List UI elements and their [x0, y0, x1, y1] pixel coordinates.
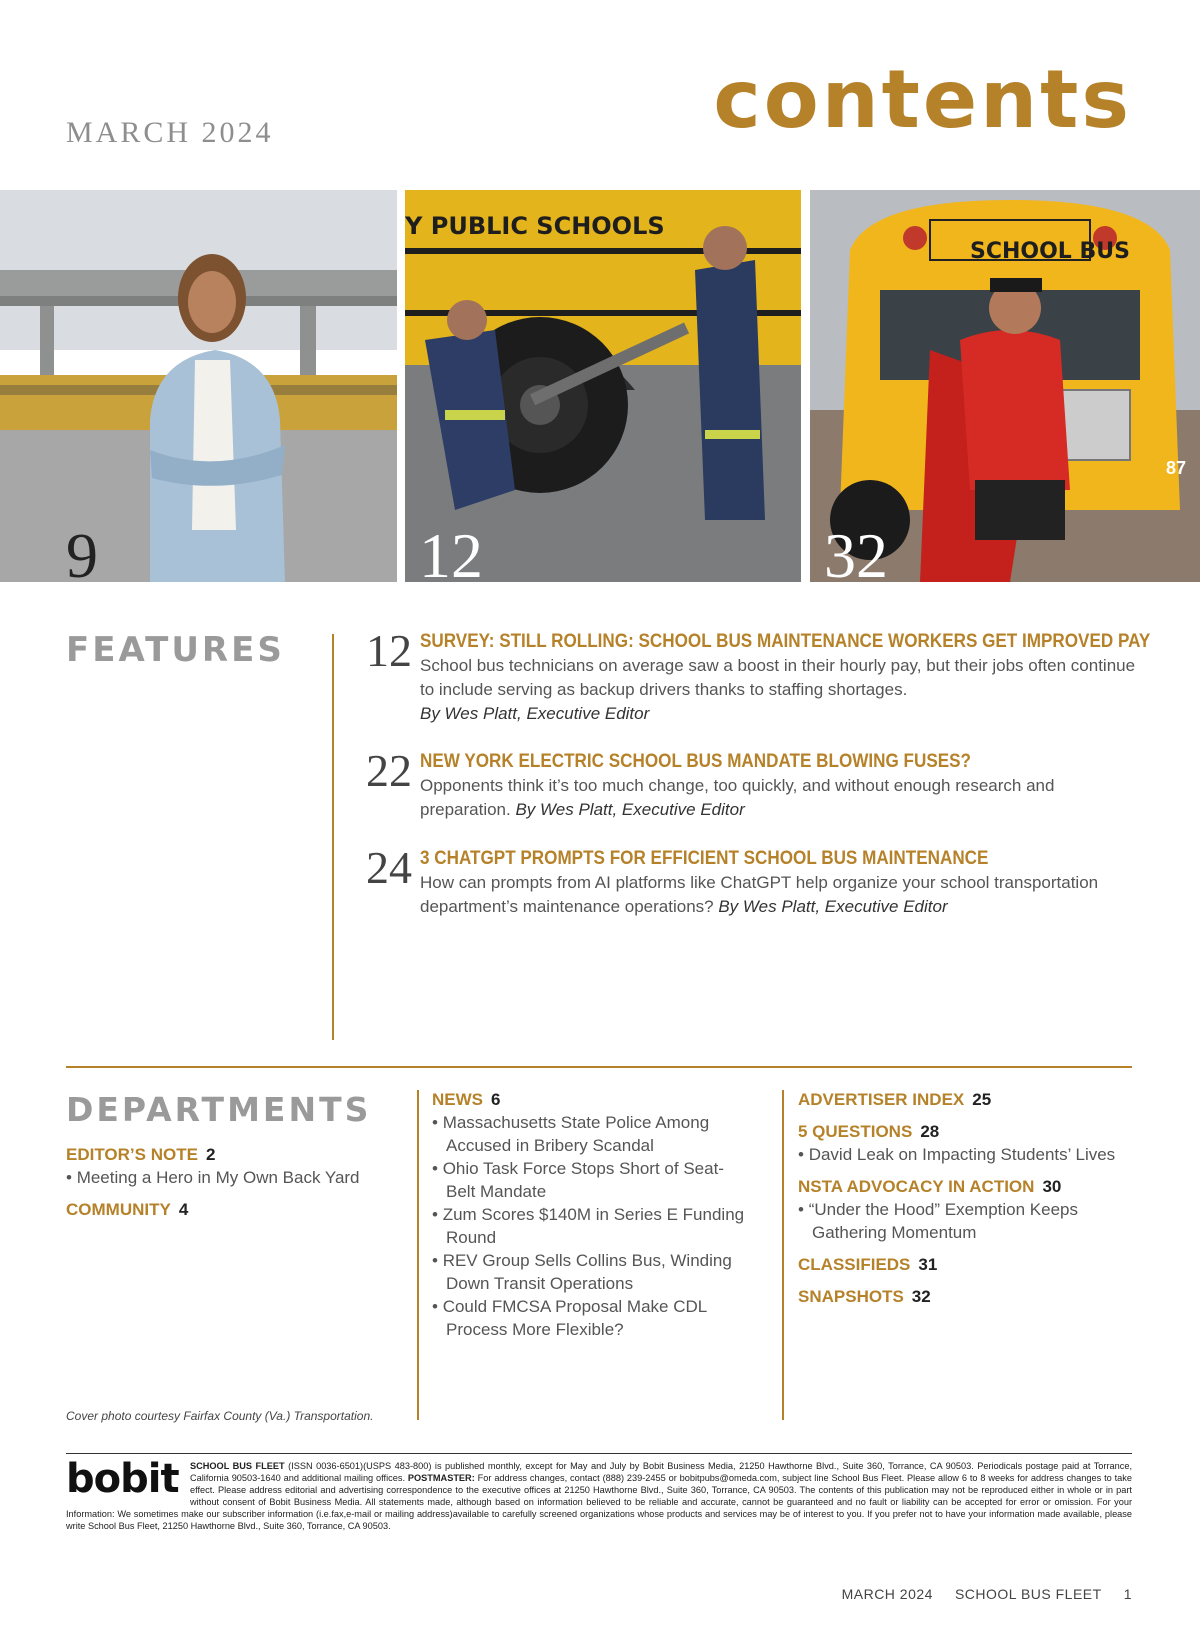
feature-item[interactable]: [350, 842, 1140, 919]
feature-description: Opponents think it’s too much change, too quickly, and without enough research and preparation.: [420, 776, 1055, 819]
legal-text: (ISSN 0036-6501)(USPS 483-800) is published monthly, except for May and July by Bobit Business Media, 21250 Hawthorne Blvd., Suite 360, Torrance, CA 90503. Periodicals postage paid at Torrance, California 90503-1640 and additional mailing offices.: [190, 1461, 1132, 1483]
feature-page-number: 12: [366, 625, 412, 676]
bus-sign-text: SCHOOL BUS: [970, 239, 1130, 264]
feature-photo-mechanics[interactable]: [405, 190, 801, 582]
photo-page-number: 9: [66, 520, 98, 582]
feature-item[interactable]: [350, 625, 1151, 726]
photo-page-number: 32: [824, 520, 888, 582]
department-title[interactable]: ADVERTISER INDEX: [798, 1090, 965, 1109]
departments-column-3: [798, 1088, 1138, 1317]
department-item[interactable]: [66, 1198, 406, 1221]
department-item[interactable]: [798, 1088, 1138, 1111]
feature-title[interactable]: NEW YORK ELECTRIC SCHOOL BUS MANDATE BLOWING FUSES?: [420, 751, 972, 772]
footer-page-number: 1: [1123, 1586, 1132, 1602]
feature-page-number: 22: [366, 745, 412, 796]
footer-rule: [66, 1453, 1132, 1454]
department-title[interactable]: NSTA ADVOCACY IN ACTION: [798, 1177, 1035, 1196]
department-bullet: • Massachusetts State Police Among Accused in Bribery Scandal: [432, 1113, 710, 1155]
department-item[interactable]: [798, 1253, 1138, 1276]
bus-sign-text: Y PUBLIC SCHOOLS: [405, 212, 665, 240]
features-divider: [332, 634, 334, 1040]
feature-item[interactable]: [350, 745, 1140, 822]
department-item[interactable]: [432, 1088, 752, 1341]
bobit-logo: bobit: [66, 1456, 179, 1502]
department-page: 32: [911, 1287, 931, 1306]
photo-page-number: 12: [419, 520, 483, 582]
departments-rule: [66, 1066, 1132, 1068]
department-bullet: • Could FMCSA Proposal Make CDL Process More Flexible?: [432, 1297, 707, 1339]
department-title[interactable]: 5 QUESTIONS: [798, 1122, 913, 1141]
bus-sign: [405, 198, 801, 258]
feature-page-number: 24: [366, 842, 412, 893]
page-title: contents: [713, 53, 1132, 146]
department-title[interactable]: COMMUNITY: [66, 1200, 171, 1219]
feature-description: School bus technicians on average saw a boost in their hourly pay, but their jobs often continue to include serving as backup drivers thanks to staffing shortages.: [420, 656, 1136, 699]
department-bullet: • REV Group Sells Collins Bus, Winding Down Transit Operations: [432, 1251, 732, 1293]
feature-title[interactable]: 3 CHATGPT PROMPTS FOR EFFICIENT SCHOOL BUS MAINTENANCE: [420, 848, 989, 869]
department-page: 30: [1042, 1177, 1062, 1196]
bullet-text: Massachusetts State Police Among Accused in Bribery Scandal: [442, 1113, 710, 1155]
bullet-text: Could FMCSA Proposal Make CDL Process More Flexible?: [442, 1297, 707, 1339]
bullet-text: REV Group Sells Collins Bus, Winding Down Transit Operations: [442, 1251, 732, 1293]
departments-heading: DEPARTMENTS: [66, 1090, 372, 1129]
bus-number: 87: [1165, 458, 1186, 478]
department-title[interactable]: EDITOR’S NOTE: [66, 1145, 198, 1164]
department-bullet: • “Under the Hood” Exemption Keeps Gathering Momentum: [798, 1200, 1078, 1242]
department-item[interactable]: [66, 1143, 406, 1189]
departments-column-2: [432, 1088, 752, 1350]
features-heading: FEATURES: [66, 630, 285, 670]
departments-column-1: [66, 1143, 406, 1230]
feature-photo-driver[interactable]: [810, 190, 1200, 582]
cover-credit: Cover photo courtesy Fairfax County (Va.) Transportation.: [66, 1409, 374, 1423]
department-bullet: • David Leak on Impacting Students’ Lives: [798, 1145, 1116, 1164]
legal-label: SCHOOL BUS FLEET: [190, 1461, 285, 1471]
department-bullet: • Ohio Task Force Stops Short of Seat-Belt Mandate: [432, 1159, 724, 1201]
department-title[interactable]: CLASSIFIEDS: [798, 1255, 911, 1274]
department-item[interactable]: [798, 1285, 1138, 1308]
photo-illustration: [0, 190, 397, 582]
bullet-text: Zum Scores $140M in Series E Funding Round: [442, 1205, 745, 1247]
department-bullet: • Zum Scores $140M in Series E Funding Round: [432, 1205, 745, 1247]
feature-byline: By Wes Platt, Executive Editor: [718, 897, 948, 916]
department-page: 28: [920, 1122, 940, 1141]
column-divider: [782, 1090, 784, 1420]
legal-text: For address changes, contact (888) 239-2455 or bobitpubs@omeda.com, subject line School Bus Fleet. Please allow 6 to 8 weeks for address changes to take effect. Please address editorial and advertising correspondence to the executive offices at 21250 Hawthorne Blvd., Suite 360, Torrance, CA 90503. The contents of this publication may not be reproduced either in whole or in part without consent of Bobit Business Media. All statements made, although based on information believed to be reliable and accurate, cannot be guaranteed and no fault or liability can be accepted for error or omission. For your Information: We sometimes make our subscriber information (i.e.fax,e-mail or mailing address)available to carefully screened organizations whose products and services may be of interest to you. If you prefer not to have your information made available, please write School Bus Fleet, 21250 Hawthorne Blvd., Suite 360, Torrance, CA 90503.: [66, 1473, 1132, 1531]
footer-date: MARCH 2024: [841, 1586, 933, 1602]
legal-notice: [66, 1460, 1132, 1532]
feature-byline: By Wes Platt, Executive Editor: [420, 704, 650, 723]
department-page: 4: [178, 1200, 189, 1219]
bullet-text: Ohio Task Force Stops Short of Seat-Belt Mandate: [442, 1159, 724, 1201]
postmaster-label: POSTMASTER:: [407, 1473, 475, 1483]
department-title[interactable]: NEWS: [432, 1090, 483, 1109]
bullet-text: “Under the Hood” Exemption Keeps Gathering Momentum: [808, 1200, 1078, 1242]
page-footer: [820, 1586, 1132, 1602]
department-page: 6: [491, 1090, 501, 1109]
department-item[interactable]: [798, 1175, 1138, 1244]
feature-description: How can prompts from AI platforms like ChatGPT help organize your school transportation department’s maintenance operations?: [420, 873, 1099, 916]
feature-title[interactable]: SURVEY: STILL ROLLING: SCHOOL BUS MAINTENANCE WORKERS GET IMPROVED PAY: [420, 631, 1151, 652]
department-title[interactable]: SNAPSHOTS: [798, 1287, 904, 1306]
department-bullet: • Meeting a Hero in My Own Back Yard: [66, 1168, 360, 1187]
feature-photo-woman[interactable]: [0, 190, 397, 582]
feature-byline: By Wes Platt, Executive Editor: [515, 800, 745, 819]
department-page: 25: [972, 1090, 992, 1109]
department-page: 2: [205, 1145, 216, 1164]
bullet-text: Meeting a Hero in My Own Back Yard: [76, 1168, 360, 1187]
footer-publication: SCHOOL BUS FLEET: [954, 1586, 1102, 1602]
column-divider: [417, 1090, 419, 1420]
department-item[interactable]: [798, 1120, 1138, 1166]
issue-date: MARCH 2024: [66, 116, 274, 149]
bullet-text: David Leak on Impacting Students’ Lives: [808, 1145, 1116, 1164]
department-page: 31: [918, 1255, 938, 1274]
bus-sign: [810, 210, 1200, 290]
